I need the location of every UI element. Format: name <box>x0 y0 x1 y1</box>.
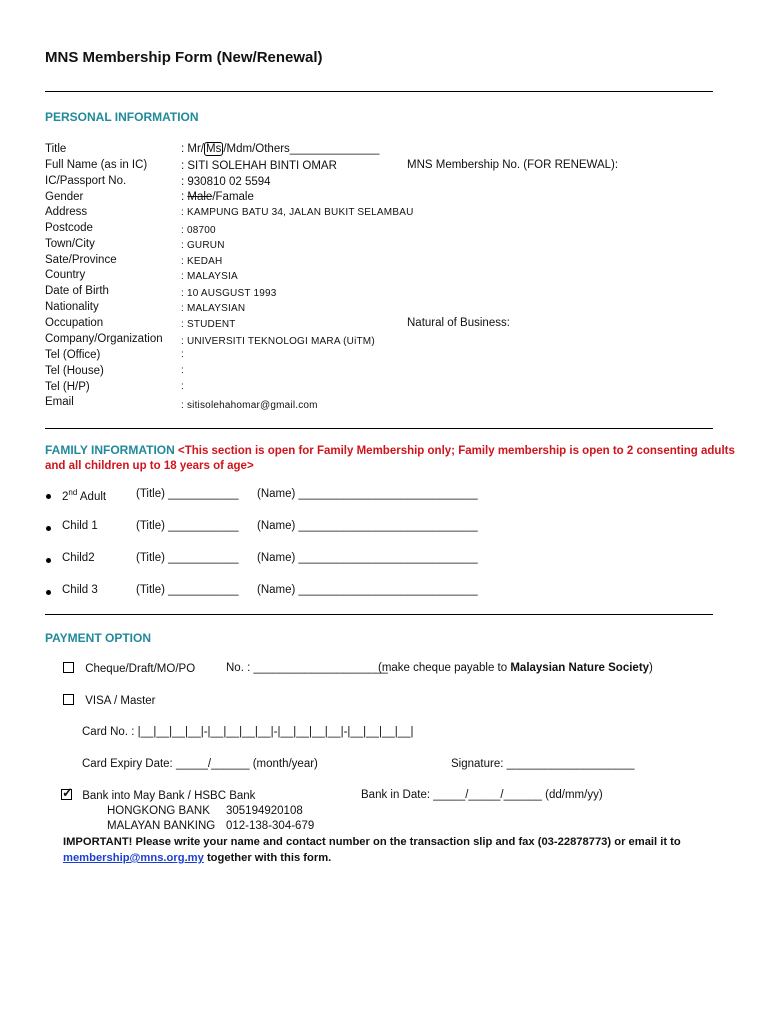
bullet-icon <box>46 590 51 595</box>
field-value[interactable]: : <box>181 349 184 360</box>
bank-account-1: 305194920108 <box>226 805 303 817</box>
field-value[interactable]: : SITI SOLEHAH BINTI OMAR <box>181 160 337 172</box>
member-prefix: Child 3 <box>62 584 98 596</box>
field-label: Date of Birth <box>45 285 109 297</box>
family-member-label <box>62 488 106 503</box>
bank-label: Bank into May Bank / HSBC Bank <box>82 790 256 802</box>
title-rest: /Mdm/Others______________ <box>223 143 380 155</box>
membership-no-label: MNS Membership No. (FOR RENEWAL): <box>407 159 619 171</box>
field-label: Occupation <box>45 317 104 329</box>
divider-payment <box>45 614 713 615</box>
family-member-label <box>62 584 98 596</box>
field-value[interactable]: : 10 AUSGUST 1993 <box>181 288 277 299</box>
field-value[interactable]: : MALAYSIAN <box>181 303 246 314</box>
field-value[interactable]: : GURUN <box>181 240 225 251</box>
family-title-field[interactable]: (Title) ___________ <box>136 488 239 500</box>
bank-row <box>61 785 256 802</box>
field-value[interactable]: : 08700 <box>181 225 216 236</box>
member-suffix: Adult <box>77 490 107 503</box>
field-value[interactable]: : UNIVERSITI TEKNOLOGI MARA (UiTM) <box>181 336 375 347</box>
important-note-2-post: together with this form. <box>203 852 332 864</box>
family-title-field[interactable]: (Title) ___________ <box>136 552 239 564</box>
important-note-1: IMPORTANT! Please write your name and contact number on the transaction slip and fax (03-22878773) or email it to <box>63 836 681 848</box>
family-title-field[interactable]: (Title) ___________ <box>136 520 239 532</box>
field-label: Tel (House) <box>45 365 104 377</box>
divider-family <box>45 428 713 429</box>
cheque-label: Cheque/Draft/MO/PO <box>85 663 196 675</box>
visa-label: VISA / Master <box>85 695 156 707</box>
title-mr: Mr/ <box>187 143 204 155</box>
member-prefix: Child 1 <box>62 520 98 532</box>
important-note-2 <box>63 852 331 864</box>
field-value[interactable]: : STUDENT <box>181 319 236 330</box>
card-expiry-field[interactable]: Card Expiry Date: _____/______ (month/year) <box>82 758 318 770</box>
field-label: Tel (H/P) <box>45 381 90 393</box>
bank-account-2: 012-138-304-679 <box>226 820 315 832</box>
gender-rest: /Famale <box>212 191 254 203</box>
form-title: MNS Membership Form (New/Renewal) <box>45 49 323 66</box>
field-label: Country <box>45 269 86 281</box>
field-value[interactable]: : 930810 02 5594 <box>181 176 271 188</box>
family-heading-line <box>45 443 735 457</box>
bullet-icon <box>46 494 51 499</box>
family-member-label <box>62 552 95 564</box>
field-label: Nationality <box>45 301 99 313</box>
cheque-row <box>63 662 195 675</box>
field-label: Sate/Province <box>45 254 117 266</box>
title-value <box>181 143 379 155</box>
family-name-field[interactable]: (Name) ____________________________ <box>257 488 478 500</box>
title-sep: : <box>181 143 188 155</box>
family-member-label <box>62 520 98 532</box>
bullet-icon <box>46 526 51 531</box>
field-label: Company/Organization <box>45 333 163 345</box>
field-value[interactable]: : <box>181 365 184 376</box>
field-label: IC/Passport No. <box>45 175 127 187</box>
family-name-field[interactable]: (Name) ____________________________ <box>257 520 478 532</box>
family-title-field[interactable]: (Title) ___________ <box>136 584 239 596</box>
family-note-1: <This section is open for Family Membership only; Family membership is open to 2 consenting adults <box>177 445 735 457</box>
check-mark-icon: ✓ <box>62 785 73 800</box>
field-label: Email <box>45 396 74 408</box>
field-value[interactable]: : KEDAH <box>181 256 223 267</box>
title-label: Title <box>45 143 67 155</box>
bank-name-1: HONGKONG BANK <box>107 805 210 817</box>
membership-email-link[interactable]: membership@mns.org.my <box>63 852 204 864</box>
field-value[interactable] <box>181 191 254 203</box>
bullet-icon <box>46 558 51 563</box>
field-label: Tel (Office) <box>45 349 101 361</box>
bank-in-date-field[interactable]: Bank in Date: _____/_____/______ (dd/mm/yy) <box>361 789 603 801</box>
gender-struck: Male <box>187 191 213 203</box>
family-note-2: and all children up to 18 years of age> <box>45 460 254 472</box>
field-value[interactable]: : KAMPUNG BATU 34, JALAN BUKIT SELAMBAU <box>181 207 414 218</box>
cheque-note <box>378 662 653 674</box>
bank-checkbox[interactable] <box>61 785 73 800</box>
title-ms-circled: Ms <box>206 143 222 155</box>
field-label: Town/City <box>45 238 95 250</box>
signature-field[interactable]: Signature: ____________________ <box>451 758 635 770</box>
bank-name-2: MALAYAN BANKING <box>107 820 216 832</box>
cheque-no[interactable]: No. : _____________________ <box>226 662 388 674</box>
field-label: Full Name (as in IC) <box>45 159 148 171</box>
family-name-field[interactable]: (Name) ____________________________ <box>257 584 478 596</box>
member-sup: nd <box>68 488 78 497</box>
member-prefix: Child2 <box>62 552 95 564</box>
personal-info-heading: PERSONAL INFORMATION <box>45 110 199 124</box>
field-value[interactable]: : <box>181 381 184 392</box>
field-label: Postcode <box>45 222 93 234</box>
field-value[interactable]: : sitisolehahomar@gmail.com <box>181 400 318 411</box>
field-value[interactable]: : MALAYSIA <box>181 271 238 282</box>
member-prefix: 2 <box>62 490 69 503</box>
gender-sep: : <box>181 191 188 203</box>
family-name-field[interactable]: (Name) ____________________________ <box>257 552 478 564</box>
field-label: Address <box>45 206 88 218</box>
family-info-heading: FAMILY INFORMATION <box>45 443 175 457</box>
visa-row <box>63 694 156 707</box>
payment-heading: PAYMENT OPTION <box>45 631 152 645</box>
cheque-note-post: ) <box>649 662 653 674</box>
cheque-note-pre: (make cheque payable to <box>378 662 511 674</box>
business-label: Natural of Business: <box>407 317 510 329</box>
divider-top <box>45 91 713 92</box>
visa-checkbox[interactable] <box>63 694 74 705</box>
cheque-checkbox[interactable] <box>63 662 74 673</box>
cheque-note-payee: Malaysian Nature Society <box>510 662 650 674</box>
field-label: Gender <box>45 191 84 203</box>
card-number-field[interactable]: Card No. : |__|__|__|__|-|__|__|__|__|-|__|__|__|__|-|__|__|__|__| <box>82 726 414 738</box>
